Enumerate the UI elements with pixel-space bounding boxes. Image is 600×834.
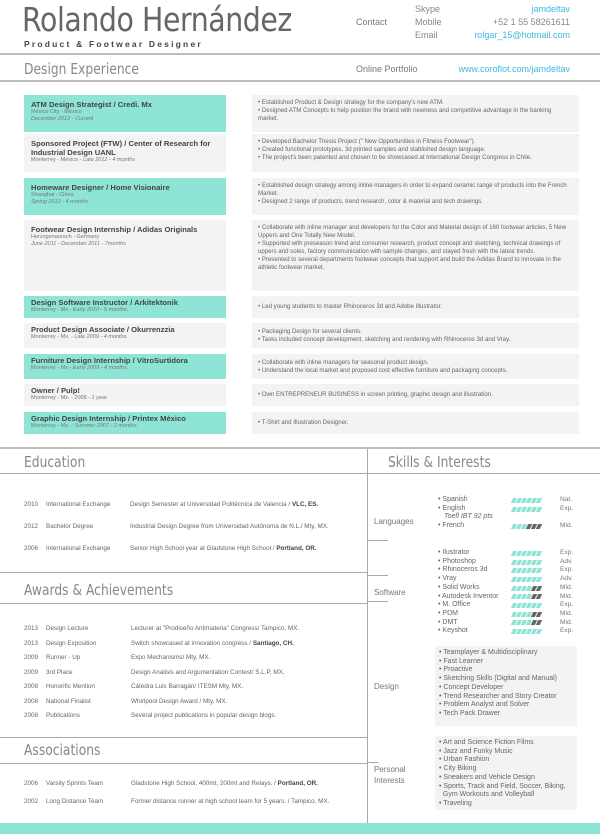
row-description <box>131 625 299 632</box>
skills-divider <box>368 473 600 474</box>
bar-segment-filled <box>536 560 542 565</box>
software-label: Software <box>374 588 406 597</box>
experience-bullet: • Own ENTREPRENEUR BUSINESS in screen printing, graphic design and illustration. <box>258 391 493 398</box>
design-skill: • Proactive <box>439 666 473 674</box>
design-skill: • Problem Analyst and Solver <box>439 701 530 709</box>
row-description <box>130 523 329 530</box>
row-year: 2008 <box>24 697 39 705</box>
experience-bullet: • Designed 2 range of products, trend research, color & material and tech drawings. <box>258 198 484 205</box>
software-tick-top <box>368 575 388 576</box>
row-description <box>130 545 317 552</box>
experience-bullet: • Packaging Design for several clients. <box>258 327 362 335</box>
row-year: 2009 <box>24 654 39 661</box>
skill-name: • French <box>438 522 465 530</box>
row-description <box>131 798 329 805</box>
interests-label-line1: Personal <box>374 765 406 774</box>
experience-location: Monterrey - Mx - <box>31 365 73 371</box>
education-heading: Education <box>24 453 86 471</box>
experience-bullet: • Understand the local market and proposed cost effective furniture and packaging concepts. <box>258 366 508 374</box>
skill-level-label: Mid. <box>560 618 573 626</box>
experience-role-title: Furniture Design Internship / VitroSurtidora <box>31 356 188 365</box>
row-description <box>131 698 227 705</box>
skill-name: • Solid Works <box>438 583 480 591</box>
design-skill: • Teamplayer & Multidisciplinary <box>439 649 538 656</box>
experience-description <box>252 323 579 348</box>
bar-segment-filled <box>536 498 542 503</box>
interests-box <box>435 736 577 810</box>
experience-date: Early 2010 - 5 months. <box>72 307 129 313</box>
footer-band <box>0 823 600 834</box>
skill-level-bar <box>512 505 541 514</box>
experience-bullet: • Led young students to master Rhinoceros 3d and Adobe Illustrator. <box>258 303 443 310</box>
design-skills-list <box>435 646 577 722</box>
experience-heading: Design Experience <box>24 60 139 78</box>
experience-date: Summer 2007 - 2 months. <box>74 423 138 429</box>
skill-level-label: Mid. <box>560 522 573 530</box>
bar-segment-empty <box>536 586 542 591</box>
experience-description <box>252 296 579 318</box>
bar-segment-empty <box>536 612 542 617</box>
row-year: 2008 <box>24 683 39 690</box>
design-skill: • Sketching Skills (Digital and Manual) <box>439 675 558 683</box>
skill-level-label: Mid. <box>560 609 573 617</box>
row-description <box>131 712 276 719</box>
experience-role-title: Homeware Designer / Home Visionaire <box>31 183 170 192</box>
row-year: 2013 <box>24 639 39 647</box>
interest-item: • Sneakers and Vehicle Design <box>439 773 535 781</box>
row-type: Varsity Sprints Team <box>46 780 104 787</box>
languages-label: Languages <box>374 517 414 526</box>
experience-item <box>24 220 581 291</box>
languages-tick <box>368 540 388 541</box>
experience-role-panel <box>24 296 226 318</box>
experience-divider <box>0 80 600 82</box>
experience-role-panel <box>24 220 226 291</box>
row-description-text: Whirlpool Design Award / Mty, MX. <box>131 697 228 705</box>
contact-label: Contact <box>356 17 388 27</box>
interest-item: • Art and Science Fiction Films <box>439 739 534 746</box>
experience-role-panel <box>24 384 226 406</box>
experience-description <box>252 220 579 291</box>
experience-item <box>24 178 581 215</box>
skill-level-label: Exp. <box>560 549 574 556</box>
skill-name: • M. Office <box>438 601 471 609</box>
row-year: 2010 <box>24 501 39 508</box>
experience-bullet: • Collaborate with inline managers for seasonal product design. <box>258 358 429 366</box>
header-divider <box>0 53 600 55</box>
experience-bullet: • Created functional prototypes, 3d printed samples and stablished design language. <box>258 146 486 153</box>
design-skill: • Trend Researcher and Story Creator <box>439 692 557 700</box>
row-year: 2009 <box>24 668 39 676</box>
skill-level-bar <box>512 575 541 584</box>
skill-level-bar <box>512 619 541 628</box>
experience-date: Late 2012 - 4 months <box>82 157 135 163</box>
design-label: Design <box>374 682 399 691</box>
row-year: 2006 <box>24 780 39 787</box>
software-tick-bottom <box>368 601 388 602</box>
experience-item <box>24 323 581 348</box>
row-type: 3rd Place <box>46 668 73 676</box>
experience-role-title: ATM Design Strategist / Credi. Mx <box>31 100 152 109</box>
skill-name: • Vray <box>438 575 457 583</box>
row-description <box>130 501 318 508</box>
experience-location: Monterrey - Mx - <box>31 307 73 313</box>
experience-role-panel <box>24 95 226 132</box>
experience-date: 1 year. <box>91 395 109 401</box>
bar-segment-filled <box>536 568 542 573</box>
email-link[interactable]: rolgar_15@hotmail.com <box>474 30 570 40</box>
experience-description <box>252 354 579 379</box>
experience-bullet: • Tasks included concept development, sketching and rendering with Rhinoceros 3d and Vray. <box>258 335 511 343</box>
row-description-location: Santiago, CH. <box>252 639 294 647</box>
skill-level-bar <box>512 627 541 636</box>
skill-name: • Spanish <box>438 496 468 503</box>
skill-level-label: Adv. <box>560 557 573 565</box>
row-year: 2006 <box>24 545 39 552</box>
row-description-location: VLC, ES. <box>291 501 319 508</box>
experience-description <box>252 384 579 406</box>
interests-label-line2: Interests <box>374 776 405 785</box>
skill-level-bar <box>512 558 541 567</box>
experience-role-title: Graphic Design Internship / Printex México <box>31 414 186 423</box>
contact-keys <box>415 3 442 42</box>
candidate-title: Product & Footwear Designer <box>24 39 203 49</box>
skill-note: Toefl IBT 92 pts <box>444 513 493 521</box>
experience-meta <box>31 109 219 116</box>
skill-name: • Autodesk Inventor <box>438 592 499 600</box>
row-type: Publications <box>46 712 80 719</box>
experience-meta <box>31 395 219 402</box>
skill-level-label: Exp. <box>560 504 574 512</box>
experience-bullet: • Supported with preseason trend and consumer research, product concept and sketching, technical drawings of uppers and soles, factory communication with sample changes, and stayed fresh with the latest trends. <box>258 240 561 255</box>
experience-role-panel <box>24 323 226 348</box>
experience-location: Monterrey - Mx. - 2008 - <box>31 395 92 401</box>
experience-bullet: • T-Shirt and Illustration Designer. <box>258 419 349 426</box>
skill-level-bar <box>512 601 541 610</box>
portfolio-label: Online Portfolio <box>356 64 418 74</box>
bar-segment-filled <box>536 551 542 556</box>
candidate-name: Rolando Hernández <box>22 0 292 39</box>
skill-level-bar <box>512 566 541 575</box>
skill-level-bar <box>512 584 541 593</box>
bar-segment-filled <box>536 629 542 634</box>
bar-segment-empty <box>536 594 542 599</box>
bar-segment-filled <box>536 507 542 512</box>
skill-name: • PDM <box>438 609 458 617</box>
bar-segment-filled <box>536 577 542 582</box>
bar-segment-empty <box>536 620 542 625</box>
design-skill: • Fast Learner <box>439 657 484 665</box>
skill-name: • DMT <box>438 618 458 626</box>
skill-level-label: Mid. <box>560 592 573 600</box>
column-divider <box>367 449 368 834</box>
skill-level-label: Exp. <box>560 627 574 635</box>
experience-item <box>24 296 581 318</box>
row-description-text: Cátedra Luis Barragán/ ITESM Mty, MX. <box>131 683 244 690</box>
experience-role-panel <box>24 354 226 379</box>
row-description <box>131 669 285 676</box>
experience-location: México City - México <box>31 109 82 115</box>
experience-meta <box>31 192 219 199</box>
row-description-text: Several project publications in popular design blogs. <box>131 712 277 719</box>
skills-heading: Skills & Interests <box>388 453 491 471</box>
experience-bullet: • Presented to several departments footwear concepts that support and build the Adidas Brand to innovate in the athletic footwear market. <box>258 256 561 271</box>
experience-location: Monterrey - Mx. - <box>31 334 75 340</box>
experience-meta <box>31 334 219 341</box>
row-description-text: Industrial Design Degree from Universidad Autónoma de N.L./ Mty, MX. <box>130 523 329 530</box>
interest-item: • Traveling <box>439 799 472 807</box>
row-type: International Exchange <box>46 501 111 508</box>
experience-bullet: • Established design strategy among inline managers in order to expand ceramic range of products into the French Market. <box>258 182 567 197</box>
experience-meta <box>31 234 219 241</box>
experience-bullet: • The project's been patented and chosen to be showcased at International Design Congress in Chile. <box>258 154 532 161</box>
experience-role-title: Product Design Associate / Okurrenzzia <box>31 325 175 334</box>
experience-item <box>24 354 581 379</box>
row-year: 2002 <box>24 798 39 805</box>
interest-item: • City Biking <box>439 765 477 773</box>
experience-role-title: Footwear Design Internship / Adidas Originals <box>31 225 198 234</box>
design-skill: • Concept Developer <box>439 683 504 691</box>
bottom-top-divider <box>0 447 600 449</box>
skype-link[interactable]: jamdeltav <box>531 4 570 14</box>
bar-segment-empty <box>536 524 542 529</box>
skill-level-bar <box>512 593 541 602</box>
interest-item: • Sports, Track and Field, Soccer, Biking, <box>439 782 566 790</box>
row-description <box>131 640 294 647</box>
interests-tick <box>368 762 378 763</box>
interest-item: • Urban Fashion <box>439 756 490 764</box>
row-description-text: Gladstone High School, 400mt, 200mt and Relays. / <box>131 780 278 787</box>
experience-date: Late 2009 - 4 months. <box>74 334 128 340</box>
row-type: Long Distance Team <box>46 798 104 805</box>
row-description-location: Portland, OR. <box>277 780 318 787</box>
row-description-text: Lecturer at "Prodiseño Antimateria" Congress/ Tampico, MX. <box>131 625 300 632</box>
row-type: National Finalist <box>46 697 91 705</box>
row-description-location: Portland, OR. <box>276 545 317 552</box>
education-divider <box>0 473 367 474</box>
experience-location: Shanghai - China <box>31 192 74 198</box>
bar-segment-filled <box>536 603 542 608</box>
row-description-text: Design Analisis and Argumentation Contest/ S.L.P, MX. <box>131 668 285 676</box>
skill-level-label: Exp. <box>560 566 574 574</box>
experience-description <box>252 95 579 132</box>
associations-divider <box>0 763 367 764</box>
skill-name: • Ilustrator <box>438 549 470 556</box>
experience-description <box>252 178 579 215</box>
experience-role-title: Owner / Pulp! <box>31 386 80 395</box>
row-year: 2008 <box>24 712 39 719</box>
interest-item: Gym Workouts and Volleyball <box>439 791 535 799</box>
awards-divider <box>0 603 367 604</box>
experience-date: June 2011 - December 2011 - 7months <box>31 241 126 247</box>
experience-role-panel <box>24 412 226 434</box>
experience-item <box>24 134 581 172</box>
row-description <box>131 780 318 787</box>
row-type: Design Lecture <box>46 625 89 632</box>
experience-bullet: • Designed ATM Concepts to help position the brand with newness and competitive advantage in the banking market. <box>258 107 552 122</box>
skill-name: • Keyshot <box>438 627 468 635</box>
contact-key-skype: Skype <box>415 4 441 14</box>
skill-name: • Photoshop <box>438 557 476 565</box>
row-description-text: Switch showcased at innovation congress / <box>131 639 253 647</box>
experience-role-title: Design Software Instructor / Arkitektonik <box>31 298 178 307</box>
row-type: Design Exposition <box>46 639 97 647</box>
portfolio-link[interactable]: www.coroflot.com/jamdeltav <box>458 64 570 74</box>
row-type: International Exchange <box>46 545 111 552</box>
experience-item <box>24 412 581 434</box>
design-skills-box <box>435 646 577 726</box>
associations-top-divider <box>0 737 367 738</box>
experience-bullet: • Established Product & Design strategy for the company's new ATM. <box>258 99 444 106</box>
skill-level-bar <box>512 522 541 531</box>
row-year: 2012 <box>24 523 39 530</box>
experience-role-panel <box>24 134 226 172</box>
row-description <box>131 683 243 690</box>
experience-meta <box>31 365 219 372</box>
row-type: Bachelor Degree <box>46 523 94 530</box>
mobile-number: +52 1 55 58261611 <box>492 17 570 27</box>
interest-item: • Jazz and Funky Music <box>439 747 513 755</box>
row-type: Honorific Mention <box>46 683 95 690</box>
skill-name: • Rhinoceros 3d <box>438 566 488 574</box>
experience-location: Herzogenaurach - Germany <box>31 234 100 240</box>
experience-item <box>24 384 581 406</box>
skill-level-bar <box>512 610 541 619</box>
row-description-text: Former distance runner at high school team for 5 years. / Tampico, MX. <box>131 798 330 805</box>
row-description-text: Senior High School year at Gladstone High School / <box>130 545 277 552</box>
experience-bullet: • Collaborate with inline manager and developers for the Color and Material design of 160 footwear articles, 5 New Uppers and One Totally New Model. <box>258 224 567 239</box>
experience-location: Monterrey - Mx. - <box>31 423 75 429</box>
interests-label <box>374 764 406 786</box>
experience-date: December 2012 - Current <box>31 116 94 122</box>
awards-heading: Awards & Achievements <box>24 581 174 599</box>
skill-level-label: Nat. <box>560 496 573 503</box>
experience-description <box>252 412 579 434</box>
skill-level-label: Adv. <box>560 575 573 583</box>
row-description-text: Design Semester at Universidad Politécnica de Valencia / <box>130 501 292 508</box>
experience-date: Early 2009 - 4 months. <box>72 365 129 371</box>
skill-level-label: Exp. <box>560 601 574 609</box>
experience-meta <box>31 423 219 430</box>
experience-description <box>252 134 579 172</box>
skill-level-bar <box>512 496 541 505</box>
skill-name: • English <box>438 504 466 512</box>
experience-bullet: • Developed Bachelor Thesis Project (" New Opportunities in Fitness Footwear"). <box>258 138 476 145</box>
awards-top-divider <box>0 572 367 573</box>
contact-values <box>474 3 570 42</box>
skill-level-label: Mid. <box>560 583 573 591</box>
skill-level-bar <box>512 549 541 558</box>
row-description <box>131 654 210 661</box>
experience-role-panel <box>24 178 226 215</box>
experience-date: Spring 2012 - 4 months <box>31 199 89 205</box>
experience-location: Monterrey - México - <box>31 157 83 163</box>
experience-item <box>24 95 581 132</box>
contact-key-mobile: Mobile <box>415 17 442 27</box>
experience-meta <box>31 307 219 314</box>
row-year: 2013 <box>24 625 39 632</box>
experience-meta <box>31 157 219 164</box>
row-type: Runner - Up <box>46 654 81 661</box>
associations-heading: Associations <box>24 741 101 759</box>
row-description-text: Expo Mechanisms/ Mty, MX. <box>131 654 211 661</box>
contact-key-email: Email <box>415 30 438 40</box>
experience-role-title: Sponsored Project (FTW) / Center of Research for Industrial Design UANL <box>31 139 211 157</box>
design-skill: • Tech Pack Drawer <box>439 709 501 717</box>
interests-list <box>435 736 577 812</box>
